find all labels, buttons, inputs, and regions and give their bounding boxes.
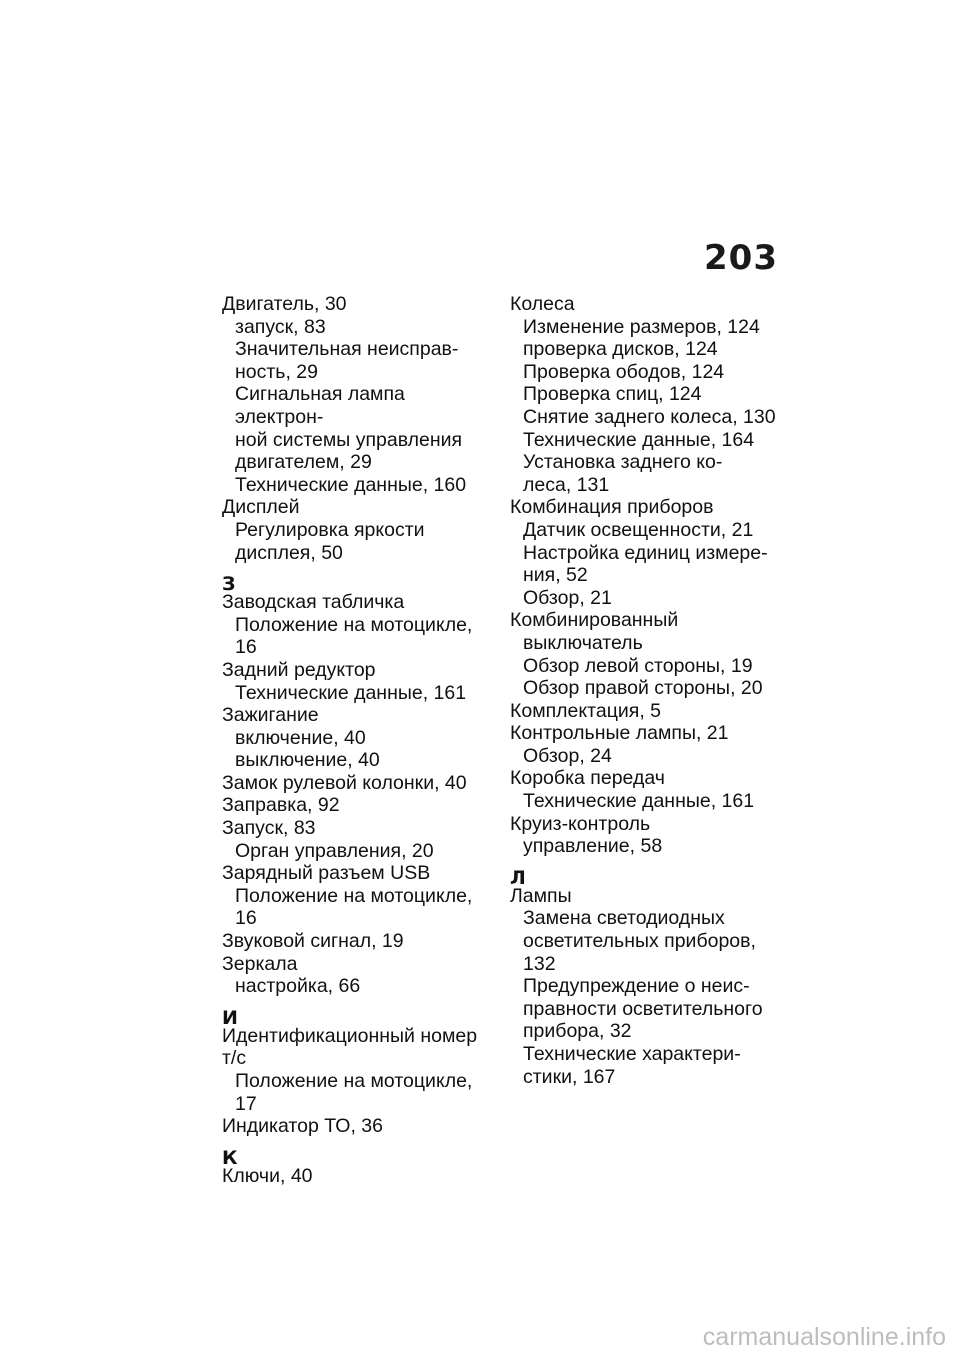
index-subentry: Обзор правой стороны, 20 xyxy=(523,677,763,700)
index-subentry: выключатель xyxy=(523,631,643,654)
index-entry: Заправка, 92 xyxy=(222,794,340,817)
index-subentry: осветительных приборов, 132 xyxy=(523,930,756,975)
index-subentry: Значительная неисправ- xyxy=(235,338,459,361)
index-subentry: Предупреждение о неис- xyxy=(523,975,750,998)
index-entry: Комбинированный xyxy=(510,609,679,632)
index-subentry: Технические данные, 164 xyxy=(523,428,755,451)
index-letter-header: К xyxy=(222,1146,238,1169)
index-entry: Запуск, 83 xyxy=(222,817,316,840)
index-subentry: Технические характери- xyxy=(523,1043,741,1065)
index-entry: Комбинация приборов xyxy=(510,496,714,519)
index-entry: Двигатель, 30 xyxy=(222,293,347,315)
index-letter-header: З xyxy=(222,573,236,596)
index-entry: Зажигание xyxy=(222,704,319,727)
index-column-right xyxy=(510,293,790,1088)
index-subentry: Технические данные, 161 xyxy=(523,790,755,813)
index-subentry: Обзор левой стороны, 19 xyxy=(523,654,753,677)
index-subentry: Снятие заднего колеса, 130 xyxy=(523,405,776,428)
index-subentry: Датчик освещенности, 21 xyxy=(523,518,754,541)
index-subentry: Положение на мотоцикле, 16 xyxy=(235,884,473,930)
index-subentry: Замена светодиодных xyxy=(523,907,725,930)
index-entry: Лампы xyxy=(510,884,572,907)
index-subentry: леса, 131 xyxy=(523,473,610,496)
index-subentry: Проверка спиц, 124 xyxy=(523,383,702,406)
index-entry: Зеркала xyxy=(222,952,298,975)
index-subentry: Обзор, 21 xyxy=(523,586,612,609)
index-entry: Звуковой сигнал, 19 xyxy=(222,930,404,953)
index-subentry: Орган управления, 20 xyxy=(235,839,434,862)
index-entry: Задний редуктор xyxy=(222,658,376,681)
index-entry: Ключи, 40 xyxy=(222,1164,313,1187)
index-subentry: ность, 29 xyxy=(235,360,318,383)
index-subentry: прибора, 32 xyxy=(523,1020,632,1043)
index-subentry: стики, 167 xyxy=(523,1065,616,1088)
index-subentry: выключение, 40 xyxy=(235,749,380,772)
index-entry: Зарядный разъем USB xyxy=(222,862,431,885)
index-subentry: Обзор, 24 xyxy=(523,744,612,767)
index-subentry: Сигнальная лампа электрон- xyxy=(235,383,405,428)
index-entry: Замок рулевой колонки, 40 xyxy=(222,771,467,794)
index-subentry: Установка заднего ко- xyxy=(523,451,723,474)
index-column-left xyxy=(222,293,492,1187)
index-subentry: Технические данные, 160 xyxy=(235,473,467,496)
index-subentry: дисплея, 50 xyxy=(235,541,343,564)
index-subentry: управление, 58 xyxy=(523,835,663,858)
index-subentry: Изменение размеров, 124 xyxy=(523,315,760,338)
index-subentry: Проверка ободов, 124 xyxy=(523,360,725,383)
watermark: carmanualsonline.info xyxy=(702,1323,946,1351)
index-subentry: правности осветительного xyxy=(523,997,763,1020)
index-subentry: Положение на мотоцикле, 17 xyxy=(235,1070,473,1115)
index-entry: Заводская табличка xyxy=(222,591,405,614)
index-subentry: проверка дисков, 124 xyxy=(523,338,718,361)
index-entry: Контрольные лампы, 21 xyxy=(510,722,729,745)
index-letter-header: Л xyxy=(510,866,526,889)
index-entry: Коробка передач xyxy=(510,767,665,790)
index-letter-header: И xyxy=(222,1006,238,1029)
index-subentry: настройка, 66 xyxy=(235,975,361,998)
index-entry: Индикатор ТО, 36 xyxy=(222,1115,383,1138)
index-subentry: Настройка единиц измере- xyxy=(523,541,768,564)
index-subentry: двигателем, 29 xyxy=(235,451,372,474)
index-entry: Дисплей xyxy=(222,496,300,519)
index-entry: Идентификационный номер т/с xyxy=(222,1024,478,1070)
index-subentry: Технические данные, 161 xyxy=(235,681,467,704)
index-subentry: Регулировка яркости xyxy=(235,518,425,541)
index-subentry: включение, 40 xyxy=(235,726,366,749)
index-subentry: ной системы управления xyxy=(235,428,463,451)
index-subentry: запуск, 83 xyxy=(235,315,326,338)
index-subentry: Положение на мотоцикле, 16 xyxy=(235,613,473,659)
index-entry: Комплектация, 5 xyxy=(510,699,662,722)
index-subentry: ния, 52 xyxy=(523,564,588,587)
index-entry: Колеса xyxy=(510,293,575,315)
page-number: 203 xyxy=(704,238,778,278)
index-entry: Круиз-контроль xyxy=(510,812,651,835)
